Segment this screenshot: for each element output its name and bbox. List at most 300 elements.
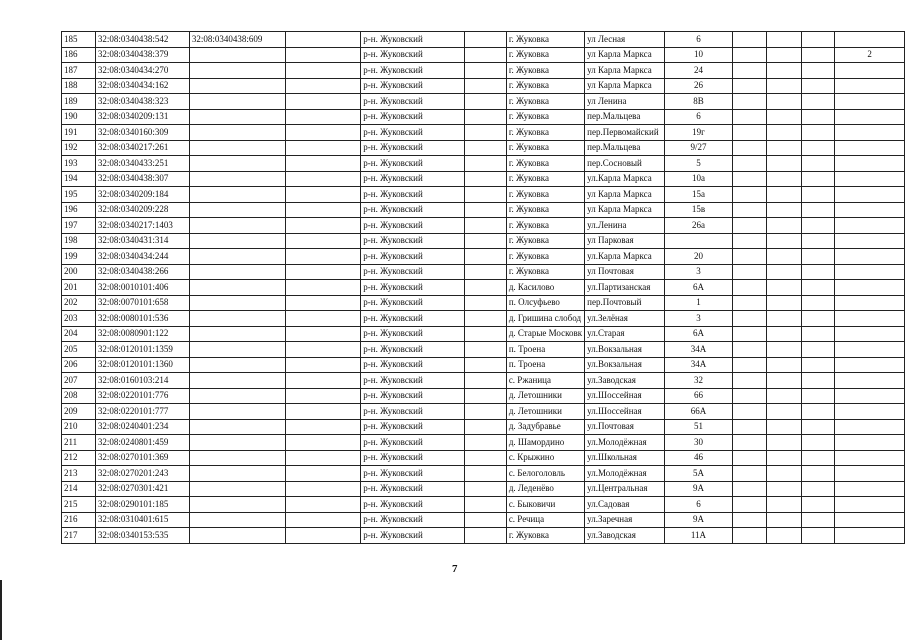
cell-cadastral-number: 32:08:0340160:309 — [95, 125, 189, 141]
cell-row-number: 202 — [62, 295, 96, 311]
table-row — [62, 171, 905, 187]
cell-col-empty-4 — [285, 435, 361, 451]
cell-row-number: 203 — [62, 311, 96, 327]
table-row — [62, 450, 905, 466]
cell-col-empty-12 — [802, 373, 835, 389]
cell-settlement: г. Жуковка — [506, 233, 584, 249]
cell-col-empty-4 — [285, 94, 361, 110]
cell-col-empty-11 — [766, 311, 802, 327]
cell-col-empty-6 — [465, 388, 507, 404]
cell-district: р-н. Жуковский — [361, 373, 465, 389]
cell-related-cadastral-number — [189, 94, 285, 110]
cell-cadastral-number: 32:08:0240401:234 — [95, 419, 189, 435]
table-row — [62, 109, 905, 125]
cell-street: ул Карла Маркса — [585, 202, 665, 218]
cell-street: ул Парковая — [585, 233, 665, 249]
cell-street: ул.Карла Маркса — [585, 171, 665, 187]
cell-related-cadastral-number — [189, 249, 285, 265]
cell-col-empty-11 — [766, 357, 802, 373]
cell-district: р-н. Жуковский — [361, 156, 465, 172]
cell-row-number: 214 — [62, 481, 96, 497]
table-row — [62, 373, 905, 389]
cell-settlement: с. Крыжино — [506, 450, 584, 466]
cell-settlement: г. Жуковка — [506, 94, 584, 110]
cell-house-number — [665, 233, 733, 249]
cell-col-empty-10 — [732, 171, 766, 187]
cell-street: ул Ленина — [585, 94, 665, 110]
table-row — [62, 78, 905, 94]
cell-col-empty-12 — [802, 125, 835, 141]
cell-col-empty-12 — [802, 264, 835, 280]
cell-col-empty-4 — [285, 528, 361, 544]
cell-house-number: 8В — [665, 94, 733, 110]
cell-col-empty-6 — [465, 47, 507, 63]
cell-col-empty-12 — [802, 187, 835, 203]
cell-col-empty-11 — [766, 295, 802, 311]
table-row — [62, 140, 905, 156]
cell-street: ул.Карла Маркса — [585, 249, 665, 265]
cell-cadastral-number: 32:08:0270201:243 — [95, 466, 189, 482]
cell-related-cadastral-number — [189, 171, 285, 187]
cell-col-empty-4 — [285, 171, 361, 187]
table-row — [62, 404, 905, 420]
cell-settlement: д. Летошники — [506, 404, 584, 420]
cell-col-extra — [835, 94, 905, 110]
cell-col-empty-10 — [732, 481, 766, 497]
cell-col-empty-12 — [802, 388, 835, 404]
cell-district: р-н. Жуковский — [361, 94, 465, 110]
cell-settlement: г. Жуковка — [506, 125, 584, 141]
cell-house-number: 34А — [665, 357, 733, 373]
cell-district: р-н. Жуковский — [361, 249, 465, 265]
cell-cadastral-number: 32:08:0080101:536 — [95, 311, 189, 327]
cell-related-cadastral-number — [189, 419, 285, 435]
cell-col-empty-11 — [766, 47, 802, 63]
cell-col-extra — [835, 481, 905, 497]
cell-settlement: п. Троена — [506, 357, 584, 373]
cell-cadastral-number: 32:08:0340438:542 — [95, 32, 189, 48]
cell-col-extra — [835, 264, 905, 280]
cell-cadastral-number: 32:08:0340153:535 — [95, 528, 189, 544]
cell-col-empty-12 — [802, 326, 835, 342]
cell-col-empty-10 — [732, 63, 766, 79]
cell-cadastral-number: 32:08:0120101:1359 — [95, 342, 189, 358]
cell-related-cadastral-number — [189, 295, 285, 311]
cell-col-empty-12 — [802, 466, 835, 482]
cell-col-empty-4 — [285, 63, 361, 79]
cell-col-empty-6 — [465, 497, 507, 513]
table-row — [62, 528, 905, 544]
cell-row-number: 196 — [62, 202, 96, 218]
cell-row-number: 192 — [62, 140, 96, 156]
cell-col-empty-11 — [766, 280, 802, 296]
cell-related-cadastral-number — [189, 264, 285, 280]
cell-col-empty-11 — [766, 373, 802, 389]
cell-district: р-н. Жуковский — [361, 388, 465, 404]
cell-settlement: г. Жуковка — [506, 202, 584, 218]
cell-house-number: 9А — [665, 512, 733, 528]
cell-col-empty-11 — [766, 450, 802, 466]
cell-related-cadastral-number — [189, 404, 285, 420]
cell-col-empty-11 — [766, 218, 802, 234]
cell-settlement: г. Жуковка — [506, 249, 584, 265]
cell-col-empty-6 — [465, 311, 507, 327]
cell-col-empty-11 — [766, 94, 802, 110]
cell-col-empty-6 — [465, 435, 507, 451]
cell-settlement: с. Речица — [506, 512, 584, 528]
cell-cadastral-number: 32:08:0080901:122 — [95, 326, 189, 342]
cell-settlement: г. Жуковка — [506, 32, 584, 48]
table-row — [62, 233, 905, 249]
cell-col-empty-10 — [732, 109, 766, 125]
cell-street: ул Карла Маркса — [585, 63, 665, 79]
cell-cadastral-number: 32:08:0340434:244 — [95, 249, 189, 265]
cell-col-empty-11 — [766, 78, 802, 94]
cell-col-empty-10 — [732, 202, 766, 218]
table-row — [62, 156, 905, 172]
cell-house-number: 19г — [665, 125, 733, 141]
cell-col-empty-12 — [802, 357, 835, 373]
cell-street: ул.Ленина — [585, 218, 665, 234]
cell-house-number: 66А — [665, 404, 733, 420]
cell-col-empty-6 — [465, 32, 507, 48]
cell-row-number: 213 — [62, 466, 96, 482]
cell-house-number: 20 — [665, 249, 733, 265]
cell-row-number: 189 — [62, 94, 96, 110]
cell-street: ул Карла Маркса — [585, 187, 665, 203]
cell-house-number: 5 — [665, 156, 733, 172]
cell-col-extra — [835, 218, 905, 234]
cell-col-empty-6 — [465, 63, 507, 79]
cell-col-empty-11 — [766, 156, 802, 172]
cell-cadastral-number: 32:08:0340434:270 — [95, 63, 189, 79]
cell-row-number: 201 — [62, 280, 96, 296]
cell-col-extra — [835, 109, 905, 125]
cell-settlement: д. Леденёво — [506, 481, 584, 497]
cell-house-number: 15в — [665, 202, 733, 218]
cell-street: ул Карла Маркса — [585, 78, 665, 94]
cell-district: р-н. Жуковский — [361, 311, 465, 327]
cell-col-empty-4 — [285, 109, 361, 125]
cell-col-extra — [835, 466, 905, 482]
cell-col-empty-12 — [802, 202, 835, 218]
cell-settlement: д. Задубравье — [506, 419, 584, 435]
cell-col-empty-6 — [465, 264, 507, 280]
cell-col-extra: 2 — [835, 47, 905, 63]
cell-cadastral-number: 32:08:0340438:307 — [95, 171, 189, 187]
cell-district: р-н. Жуковский — [361, 435, 465, 451]
cell-col-empty-12 — [802, 233, 835, 249]
cell-cadastral-number: 32:08:0220101:777 — [95, 404, 189, 420]
cell-street: ул.Молодёжная — [585, 435, 665, 451]
cell-col-empty-10 — [732, 388, 766, 404]
cell-col-empty-4 — [285, 202, 361, 218]
cell-col-empty-12 — [802, 78, 835, 94]
cell-col-empty-11 — [766, 233, 802, 249]
cell-related-cadastral-number: 32:08:0340438:609 — [189, 32, 285, 48]
cell-street: пер.Сосновый — [585, 156, 665, 172]
table-row — [62, 295, 905, 311]
cell-col-empty-10 — [732, 264, 766, 280]
table-row — [62, 419, 905, 435]
table-row — [62, 187, 905, 203]
cell-row-number: 208 — [62, 388, 96, 404]
cell-col-extra — [835, 63, 905, 79]
cell-cadastral-number: 32:08:0340217:1403 — [95, 218, 189, 234]
cell-col-extra — [835, 311, 905, 327]
cell-house-number: 5А — [665, 466, 733, 482]
cell-district: р-н. Жуковский — [361, 404, 465, 420]
cell-district: р-н. Жуковский — [361, 140, 465, 156]
cell-col-empty-6 — [465, 481, 507, 497]
cell-street: ул.Шоссейная — [585, 388, 665, 404]
cell-col-empty-12 — [802, 404, 835, 420]
cell-related-cadastral-number — [189, 156, 285, 172]
cell-col-empty-4 — [285, 264, 361, 280]
cell-col-empty-6 — [465, 249, 507, 265]
cell-col-empty-12 — [802, 481, 835, 497]
cell-col-empty-6 — [465, 156, 507, 172]
cell-cadastral-number: 32:08:0010101:406 — [95, 280, 189, 296]
cell-row-number: 216 — [62, 512, 96, 528]
cell-col-empty-4 — [285, 187, 361, 203]
cell-settlement: д. Касилово — [506, 280, 584, 296]
cell-related-cadastral-number — [189, 63, 285, 79]
cell-street: ул.Почтовая — [585, 419, 665, 435]
cell-settlement: г. Жуковка — [506, 78, 584, 94]
cell-related-cadastral-number — [189, 109, 285, 125]
cell-col-extra — [835, 156, 905, 172]
cell-settlement: д. Гришина слобод — [506, 311, 584, 327]
cell-col-empty-4 — [285, 32, 361, 48]
cell-cadastral-number: 32:08:0270301:421 — [95, 481, 189, 497]
cell-col-empty-6 — [465, 295, 507, 311]
cell-settlement: г. Жуковка — [506, 140, 584, 156]
cell-col-empty-10 — [732, 78, 766, 94]
cell-house-number: 6А — [665, 326, 733, 342]
cell-settlement: г. Жуковка — [506, 264, 584, 280]
cell-street: ул.Шоссейная — [585, 404, 665, 420]
cell-col-empty-11 — [766, 528, 802, 544]
cell-col-empty-12 — [802, 47, 835, 63]
page-number: 7 — [452, 563, 458, 575]
cell-col-empty-4 — [285, 156, 361, 172]
cell-related-cadastral-number — [189, 466, 285, 482]
cell-col-empty-12 — [802, 280, 835, 296]
cell-related-cadastral-number — [189, 528, 285, 544]
cell-col-empty-12 — [802, 450, 835, 466]
cell-col-empty-10 — [732, 373, 766, 389]
cell-settlement: д. Шамордино — [506, 435, 584, 451]
cell-street: ул.Молодёжная — [585, 466, 665, 482]
cell-col-extra — [835, 373, 905, 389]
cell-district: р-н. Жуковский — [361, 481, 465, 497]
cell-district: р-н. Жуковский — [361, 264, 465, 280]
cell-house-number: 3 — [665, 311, 733, 327]
cell-row-number: 204 — [62, 326, 96, 342]
cell-street: ул.Заводская — [585, 373, 665, 389]
cell-street: пер.Мальцева — [585, 109, 665, 125]
cell-col-empty-10 — [732, 419, 766, 435]
cell-related-cadastral-number — [189, 47, 285, 63]
cell-col-empty-12 — [802, 94, 835, 110]
cell-related-cadastral-number — [189, 357, 285, 373]
cell-settlement: д. Старые Московк — [506, 326, 584, 342]
cell-related-cadastral-number — [189, 280, 285, 296]
cell-settlement: г. Жуковка — [506, 156, 584, 172]
cell-district: р-н. Жуковский — [361, 218, 465, 234]
cell-col-empty-6 — [465, 373, 507, 389]
cell-col-extra — [835, 78, 905, 94]
cell-district: р-н. Жуковский — [361, 326, 465, 342]
cell-row-number: 205 — [62, 342, 96, 358]
cell-col-empty-6 — [465, 171, 507, 187]
table-row — [62, 125, 905, 141]
cell-col-extra — [835, 419, 905, 435]
cell-settlement: д. Летошники — [506, 388, 584, 404]
table-row — [62, 357, 905, 373]
table-row — [62, 388, 905, 404]
cell-col-extra — [835, 125, 905, 141]
cell-district: р-н. Жуковский — [361, 450, 465, 466]
cell-district: р-н. Жуковский — [361, 295, 465, 311]
cell-col-empty-4 — [285, 450, 361, 466]
cell-col-empty-6 — [465, 512, 507, 528]
table-row — [62, 94, 905, 110]
cell-col-extra — [835, 171, 905, 187]
cell-district: р-н. Жуковский — [361, 233, 465, 249]
cell-col-empty-12 — [802, 63, 835, 79]
cell-cadastral-number: 32:08:0340209:131 — [95, 109, 189, 125]
cell-settlement: г. Жуковка — [506, 171, 584, 187]
cell-settlement: с. Быковичи — [506, 497, 584, 513]
cell-col-empty-11 — [766, 497, 802, 513]
cell-row-number: 199 — [62, 249, 96, 265]
cell-related-cadastral-number — [189, 125, 285, 141]
cell-col-empty-12 — [802, 32, 835, 48]
cell-col-extra — [835, 202, 905, 218]
cell-house-number: 11А — [665, 528, 733, 544]
cell-related-cadastral-number — [189, 450, 285, 466]
cell-row-number: 217 — [62, 528, 96, 544]
cell-col-empty-4 — [285, 388, 361, 404]
cell-street: ул.Вокзальная — [585, 342, 665, 358]
cell-house-number: 32 — [665, 373, 733, 389]
cell-col-empty-11 — [766, 326, 802, 342]
cell-settlement: п. Троена — [506, 342, 584, 358]
table-row — [62, 342, 905, 358]
cell-row-number: 193 — [62, 156, 96, 172]
cell-col-empty-4 — [285, 497, 361, 513]
table-row — [62, 202, 905, 218]
cell-col-empty-6 — [465, 140, 507, 156]
cell-col-extra — [835, 404, 905, 420]
cell-col-extra — [835, 435, 905, 451]
table-row — [62, 280, 905, 296]
table-row — [62, 481, 905, 497]
table-row — [62, 466, 905, 482]
cell-col-extra — [835, 342, 905, 358]
cell-col-extra — [835, 233, 905, 249]
cell-col-empty-11 — [766, 512, 802, 528]
cell-col-extra — [835, 326, 905, 342]
cell-settlement: с. Ржаница — [506, 373, 584, 389]
cell-row-number: 187 — [62, 63, 96, 79]
cell-settlement: г. Жуковка — [506, 187, 584, 203]
cell-col-empty-4 — [285, 78, 361, 94]
cell-district: р-н. Жуковский — [361, 187, 465, 203]
cell-row-number: 206 — [62, 357, 96, 373]
cell-col-empty-10 — [732, 218, 766, 234]
cell-col-empty-4 — [285, 295, 361, 311]
cell-col-empty-11 — [766, 32, 802, 48]
cell-house-number: 6А — [665, 280, 733, 296]
cell-col-empty-12 — [802, 171, 835, 187]
cell-col-extra — [835, 528, 905, 544]
cell-cadastral-number: 32:08:0340217:261 — [95, 140, 189, 156]
cell-col-empty-10 — [732, 295, 766, 311]
cell-col-empty-4 — [285, 280, 361, 296]
cell-col-extra — [835, 512, 905, 528]
cell-row-number: 212 — [62, 450, 96, 466]
cell-house-number: 26 — [665, 78, 733, 94]
cell-settlement: с. Белоголовль — [506, 466, 584, 482]
cell-district: р-н. Жуковский — [361, 466, 465, 482]
cell-col-empty-6 — [465, 78, 507, 94]
table-row — [62, 497, 905, 513]
cell-col-extra — [835, 388, 905, 404]
cell-cadastral-number: 32:08:0290101:185 — [95, 497, 189, 513]
cell-col-empty-4 — [285, 481, 361, 497]
cell-col-extra — [835, 357, 905, 373]
cell-district: р-н. Жуковский — [361, 109, 465, 125]
cell-cadastral-number: 32:08:0340438:266 — [95, 264, 189, 280]
cell-col-extra — [835, 187, 905, 203]
cell-col-empty-6 — [465, 218, 507, 234]
cell-district: р-н. Жуковский — [361, 342, 465, 358]
cell-col-empty-11 — [766, 187, 802, 203]
table-row — [62, 512, 905, 528]
cell-col-empty-11 — [766, 435, 802, 451]
cell-house-number: 66 — [665, 388, 733, 404]
cell-cadastral-number: 32:08:0340433:251 — [95, 156, 189, 172]
cell-settlement: г. Жуковка — [506, 47, 584, 63]
cell-col-empty-12 — [802, 435, 835, 451]
cell-house-number: 30 — [665, 435, 733, 451]
cell-row-number: 207 — [62, 373, 96, 389]
cell-district: р-н. Жуковский — [361, 47, 465, 63]
cell-col-empty-10 — [732, 497, 766, 513]
cell-related-cadastral-number — [189, 202, 285, 218]
cell-row-number: 210 — [62, 419, 96, 435]
cell-col-extra — [835, 140, 905, 156]
cell-col-empty-10 — [732, 326, 766, 342]
cell-col-empty-4 — [285, 311, 361, 327]
cell-house-number: 3 — [665, 264, 733, 280]
cell-related-cadastral-number — [189, 187, 285, 203]
cell-street: ул Лесная — [585, 32, 665, 48]
cell-col-empty-6 — [465, 94, 507, 110]
cell-col-empty-10 — [732, 342, 766, 358]
cell-col-empty-4 — [285, 233, 361, 249]
cell-row-number: 198 — [62, 233, 96, 249]
cell-col-empty-11 — [766, 63, 802, 79]
cell-street: ул.Садовая — [585, 497, 665, 513]
cell-col-empty-12 — [802, 249, 835, 265]
cell-cadastral-number: 32:08:0220101:776 — [95, 388, 189, 404]
cell-col-empty-10 — [732, 156, 766, 172]
cell-house-number: 1 — [665, 295, 733, 311]
